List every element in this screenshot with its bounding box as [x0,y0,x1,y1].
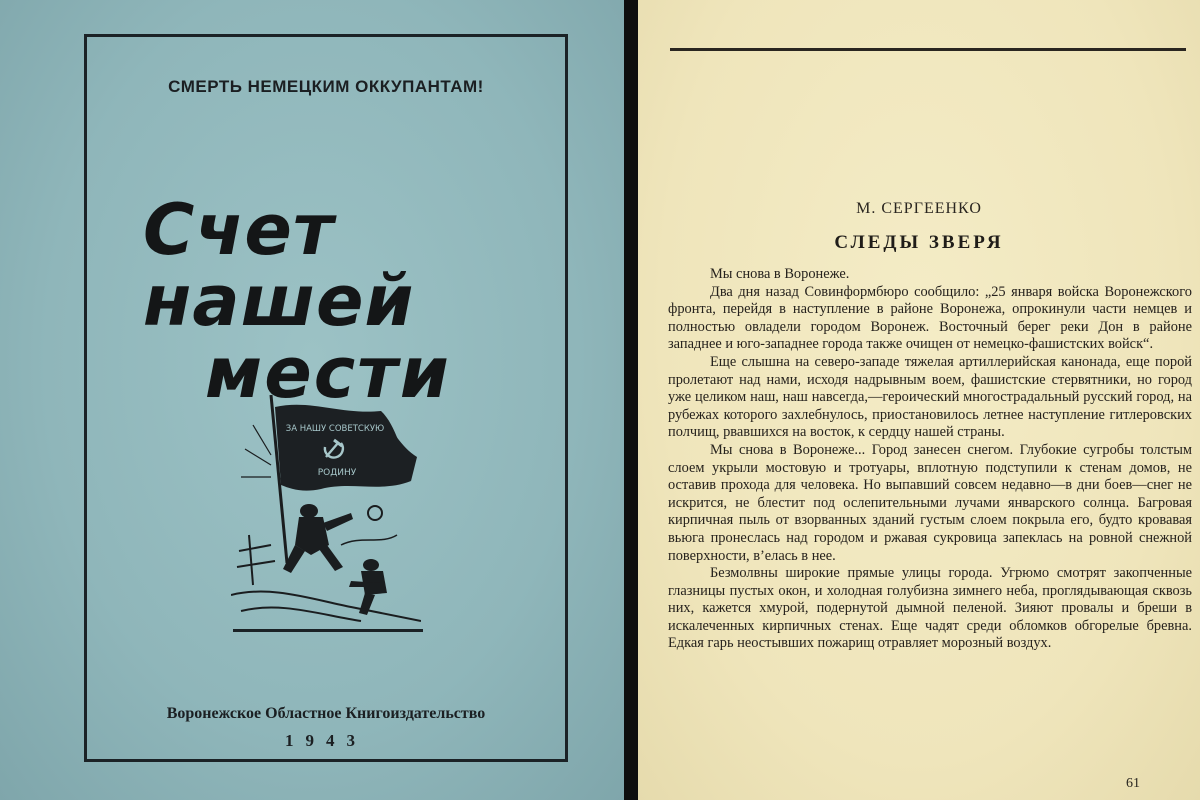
cover-publisher: Воронежское Областное Книгоиздательство [166,705,486,722]
article-paragraph: Мы снова в Воронеже... Город занесен снегом. Глубокие сугробы толстым слоем укрыли мостовую и тротуары, вплотную подступили к стенам домов, не оставив прохода для человека. Но выпавший совсем недавно—в дни боев—снег не искрится, не блестит под ослепительными лучами январского солнца. Багровая кирпичная пыль от взорванных зданий густым слоем покрыла его, будто кровавая вьюга пронеслась над городом и ржавая сукровица запеклась на ровной снежной поверхности, в’елась в нее. [668,441,1192,564]
soldiers-with-banner-illustration [231,385,421,625]
book-page [638,0,1200,800]
cover-title-line1: Счет нашей [143,189,415,343]
article-paragraph: Еще слышна на северо-западе тяжелая артиллерийская канонада, еще порой пролетают над нами, исходя надрывным воем, фашистские стервятники, но город уже целиком наш, наш навсегда,—героический многострадальный русский город, на рубежах которого захлебнулось, приостановилось летнее наступление гитлеровских полчищ, рвавшихся на восток, к сердцу нашей страны. [668,353,1192,441]
cover-title-line2: мести [205,331,451,414]
banner-text-line1: ЗА НАШУ СОВЕТСКУЮ [285,424,385,434]
article-author: М. СЕРГЕЕНКО [856,200,982,217]
cover-slogan: СМЕРТЬ НЕМЕЦКИМ ОККУПАНТАМ! [168,77,484,96]
banner-text-line2: РОДИНУ [317,468,357,478]
article-heading: СЛЕДЫ ЗВЕРЯ [834,232,1004,253]
cover-frame [84,34,568,762]
cover-divider [233,629,423,632]
cover-year: 1943 [285,731,367,750]
article-body [668,266,1192,653]
article-paragraph: Два дня назад Совинформбюро сообщило: „25 января войска Воронежского фронта, перейдя в наступление в районе Воронежа, опрокинули части немцев и полностью овладели городом Воронеж. Восточный берег реки Дон в районе западнее и юго-западнее города также очищен от немецко-фашистских войск“. [668,283,1192,353]
page-number: 61 [1126,776,1140,791]
article-paragraph: Мы снова в Воронеже. [710,266,850,282]
page-top-rule [670,48,1186,51]
cover-title [143,189,533,414]
page-gutter [624,0,638,800]
article-paragraph: Безмолвны широкие прямые улицы города. Угрюмо смотрят закопченные глазницы пустых окон, и холодная голубизна зимнего неба, проглядывающая сквозь них, кажется хмурой, подернутой дымной пеленой. Зияют провалы и бреши в искалеченных кирпичных стенах. Еще чадят среди обломков обгорелые бревна. Едкая гарь неостывших пожарищ отравляет морозный воздух. [668,565,1192,652]
